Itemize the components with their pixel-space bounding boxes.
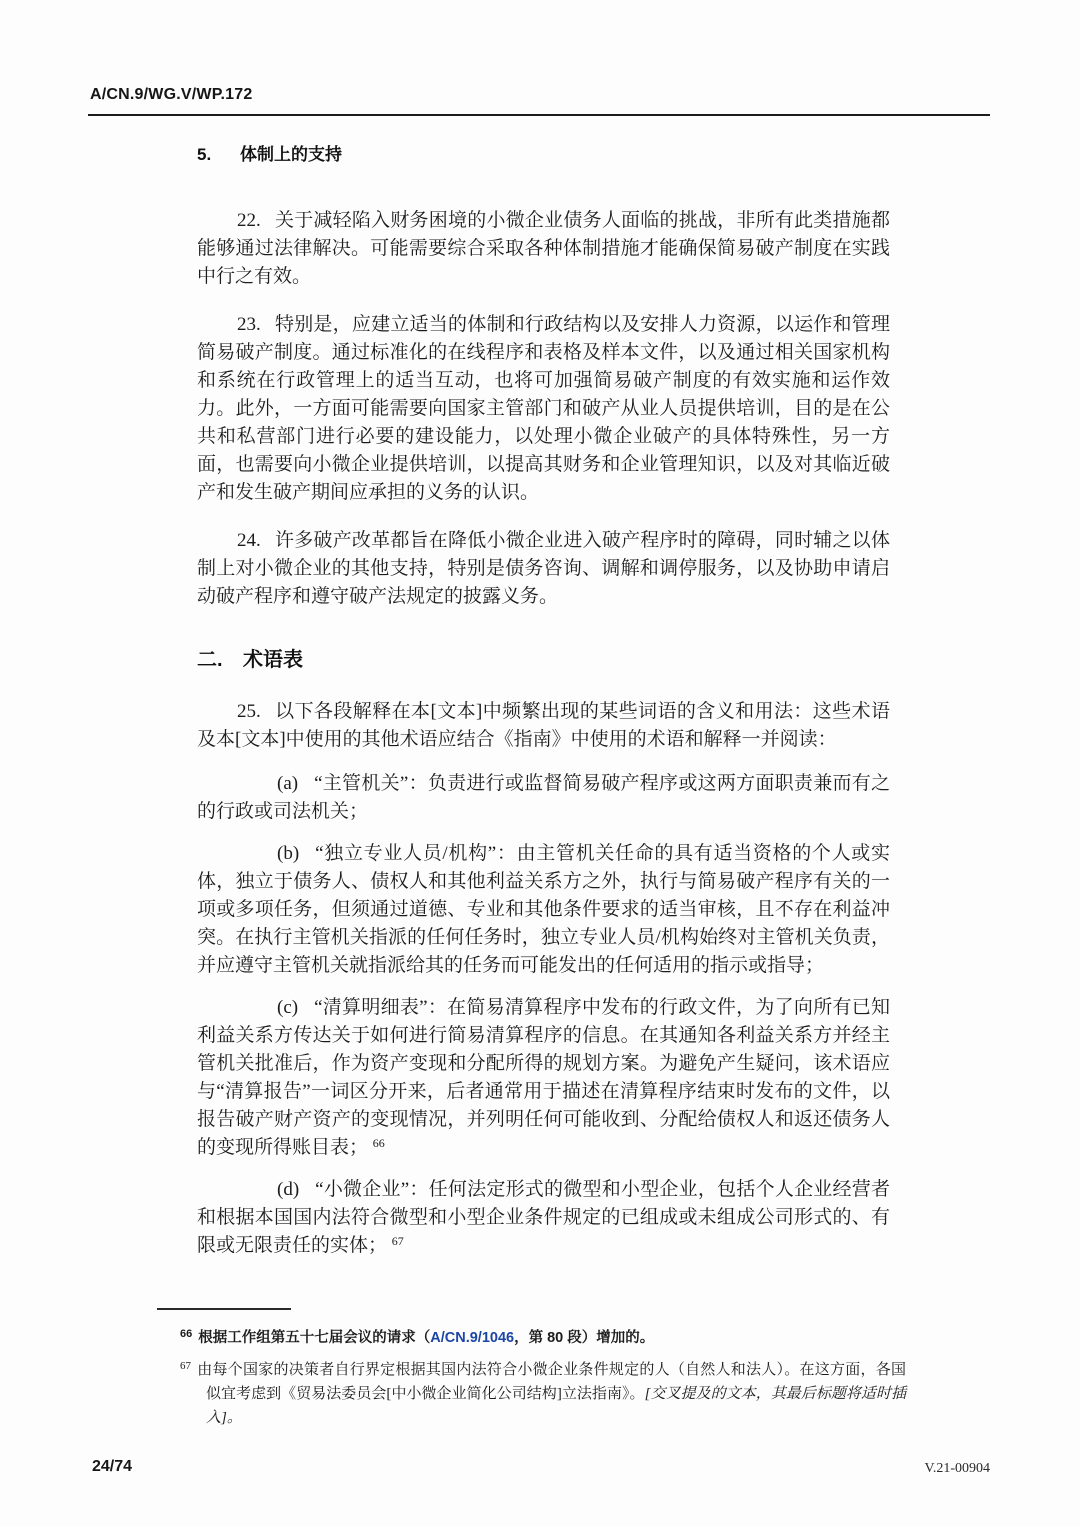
glossary-item-b bbox=[197, 840, 890, 980]
glossary-item-d-text: “小微企业”：任何法定形式的微型和小型企业，包括个人企业经营者和根据本国国内法符合微型和小型企业条件规定的已组成或未组成公司形式的、有限或无限责任的实体； bbox=[197, 1179, 890, 1256]
glossary-heading bbox=[197, 643, 890, 672]
glossary-item-d-label: (d) bbox=[277, 1179, 300, 1200]
glossary-item-c-text: “清算明细表”：在简易清算程序中发布的行政文件，为了向所有已知利益关系方传达关于如何进行简易清算程序的信息。在其通知各利益关系方并经主管机关批准后，作为资产变现和分配所得的规划方案。为避免产生疑问，该术语应与“清算报告”一词区分开来，后者通常用于描述在清算程序结束时发布的文件，以报告破产财产资产的变现情况，并列明任何可能收到、分配给债权人和返还债务人的变现所得账目表； bbox=[197, 997, 890, 1158]
footnotes-section bbox=[180, 1308, 906, 1434]
section-5-number: 5. bbox=[197, 145, 212, 164]
paragraph-22-number: 22. bbox=[237, 210, 261, 231]
glossary-item-b-label: (b) bbox=[277, 843, 300, 864]
paragraph-24 bbox=[197, 527, 890, 611]
glossary-item-b-text: “独立专业人员/机构”：由主管机关任命的具有适当资格的个人或实体，独立于债务人、债权人和其他利益关系方之外，执行与简易破产程序有关的一项或多项任务，但须通过道德、专业和其他条件要求的适当审核，且不存在利益冲突。在执行主管机关指派的任何任务时，独立专业人员/机构始终对主管机关负责，并应遵守主管机关就指派给其的任务而可能发出的任何适用的指示或指导； bbox=[197, 843, 890, 976]
paragraph-25 bbox=[197, 698, 890, 754]
document-symbol: A/CN.9/WG.V/WP.172 bbox=[90, 86, 253, 103]
footnote-66-number: 66 bbox=[180, 1328, 193, 1340]
footnote-66-document-link[interactable]: A/CN.9/1046 bbox=[430, 1330, 515, 1346]
glossary-item-a-label: (a) bbox=[277, 773, 299, 794]
section-5-title: 体制上的支持 bbox=[240, 145, 342, 164]
footnote-separator-rule bbox=[157, 1308, 291, 1310]
footnote-66-text-after-link: ，第 80 段）增加的。 bbox=[514, 1330, 655, 1346]
glossary-number: 二. bbox=[197, 649, 223, 671]
paragraph-22-text: 关于减轻陷入财务困境的小微企业债务人面临的挑战，非所有此类措施都能够通过法律解决。可能需要综合采取各种体制措施才能确保简易破产制度在实践中行之有效。 bbox=[197, 210, 890, 287]
footnote-67-italic-note: [交叉提及的文本，其最后标题将适时插入]。 bbox=[206, 1386, 907, 1426]
paragraph-23 bbox=[197, 311, 890, 507]
page-number: 24/74 bbox=[92, 1458, 133, 1475]
paragraph-23-text: 特别是，应建立适当的体制和行政结构以及安排人力资源，以运作和管理简易破产制度。通过标准化的在线程序和表格及样本文件，以及通过相关国家机构和系统在行政管理上的适当互动，也将可加强简易破产制度的有效实施和运作效力。此外，一方面可能需要向国家主管部门和破产从业人员提供培训，目的是在公共和私营部门进行必要的建设能力，以处理小微企业破产的具体特殊性，另一方面，也需要向小微企业提供培训，以提高其财务和企业管理知识，以及对其临近破产和发生破产期间应承担的义务的认识。 bbox=[197, 314, 890, 503]
glossary-title: 术语表 bbox=[243, 649, 303, 671]
footnote-67-number: 67 bbox=[180, 1360, 191, 1372]
header-rule bbox=[88, 114, 990, 116]
footnote-66 bbox=[180, 1322, 906, 1350]
paragraph-22 bbox=[197, 207, 890, 291]
footnote-67-reference: 67 bbox=[391, 1234, 404, 1248]
paragraph-24-number: 24. bbox=[237, 530, 261, 551]
paragraph-23-number: 23. bbox=[237, 314, 261, 335]
footnote-66-reference: 66 bbox=[372, 1136, 385, 1150]
footnote-67 bbox=[180, 1354, 906, 1430]
paragraph-25-number: 25. bbox=[237, 701, 261, 722]
glossary-item-a-text: “主管机关”：负责进行或监督简易破产程序或这两方面职责兼而有之的行政或司法机关； bbox=[197, 773, 890, 822]
glossary-item-c bbox=[197, 994, 890, 1162]
document-reference-number: V.21-00904 bbox=[924, 1461, 990, 1476]
glossary-item-c-label: (c) bbox=[277, 997, 299, 1018]
document-body bbox=[197, 140, 890, 1274]
section-5-heading bbox=[197, 140, 890, 165]
glossary-item-a bbox=[197, 770, 890, 826]
footnote-67-text: 由每个国家的决策者自行界定根据其国内法符合小微企业条件规定的人（自然人和法人）。在这方面，各国似宜考虑到《贸易法委员会[中小微企业简化公司结构]立法指南》。 bbox=[197, 1362, 906, 1402]
paragraph-24-text: 许多破产改革都旨在降低小微企业进入破产程序时的障碍，同时辅之以体制上对小微企业的其他支持，特别是债务咨询、调解和调停服务，以及协助申请启动破产程序和遵守破产法规定的披露义务。 bbox=[197, 530, 890, 607]
glossary-item-d bbox=[197, 1176, 890, 1260]
paragraph-25-text: 以下各段解释在本[文本]中频繁出现的某些词语的含义和用法：这些术语及本[文本]中使用的其他术语应结合《指南》中使用的术语和解释一并阅读： bbox=[197, 701, 890, 750]
footnote-66-text-before-link: 根据工作组第五十七届会议的请求（ bbox=[198, 1330, 431, 1346]
